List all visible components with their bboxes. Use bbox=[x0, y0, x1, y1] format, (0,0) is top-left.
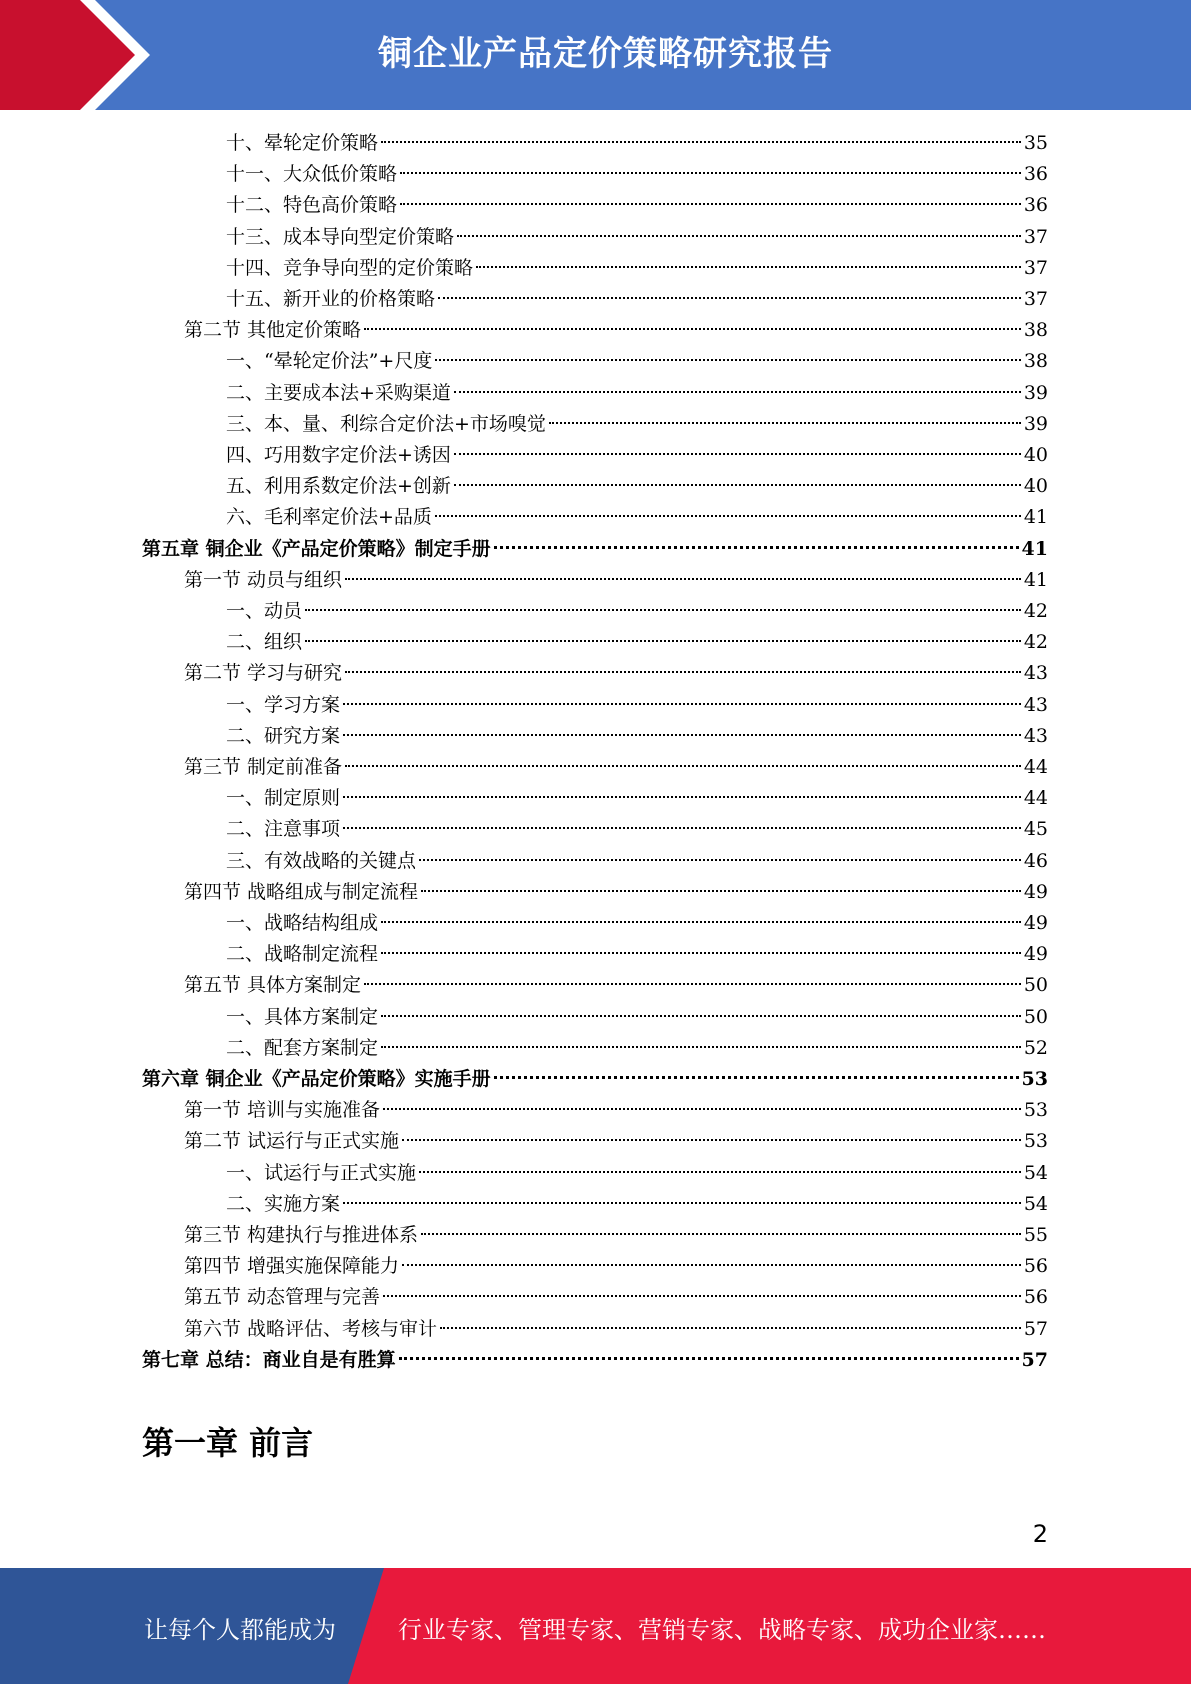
toc-subsection-entry[interactable] bbox=[226, 1158, 1048, 1188]
toc-dot-leader bbox=[402, 1139, 1021, 1141]
toc-dot-leader bbox=[364, 328, 1021, 330]
toc-section-entry[interactable] bbox=[184, 1220, 1048, 1250]
toc-entry-page: 37 bbox=[1023, 257, 1048, 279]
toc-entry-page: 44 bbox=[1023, 756, 1048, 778]
toc-subsection-entry[interactable] bbox=[226, 627, 1048, 657]
header-title: 铜企业产品定价策略研究报告 bbox=[378, 34, 833, 74]
toc-entry-title: 第一节 动员与组织 bbox=[184, 569, 343, 591]
toc-entry-title: 二、实施方案 bbox=[226, 1193, 341, 1215]
toc-entry-title: 第二节 学习与研究 bbox=[184, 662, 343, 684]
toc-dot-leader bbox=[494, 1076, 1019, 1079]
chapter-heading: 第一章 前言 bbox=[142, 1424, 314, 1462]
toc-dot-leader bbox=[400, 172, 1021, 174]
toc-entry-title: 二、注意事项 bbox=[226, 818, 341, 840]
toc-entry-title: 十一、大众低价策略 bbox=[226, 163, 398, 185]
toc-dot-leader bbox=[494, 546, 1019, 549]
toc-entry-title: 一、学习方案 bbox=[226, 694, 341, 716]
toc-entry-title: 第五章 铜企业《产品定价策略》制定手册 bbox=[142, 538, 491, 560]
toc-entry-title: 第五节 动态管理与完善 bbox=[184, 1286, 381, 1308]
toc-dot-leader bbox=[476, 266, 1021, 268]
toc-subsection-entry[interactable] bbox=[226, 190, 1048, 220]
toc-entry-page: 53 bbox=[1021, 1068, 1048, 1090]
toc-entry-page: 54 bbox=[1023, 1162, 1048, 1184]
toc-entry-page: 42 bbox=[1023, 631, 1048, 653]
toc-entry-title: 第四节 增强实施保障能力 bbox=[184, 1255, 400, 1277]
toc-chapter-entry[interactable] bbox=[142, 1064, 1048, 1094]
toc-entry-page: 44 bbox=[1023, 787, 1048, 809]
toc-subsection-entry[interactable] bbox=[226, 846, 1048, 876]
toc-section-entry[interactable] bbox=[184, 877, 1048, 907]
toc-dot-leader bbox=[381, 141, 1021, 143]
page-number: 2 bbox=[1032, 1520, 1048, 1548]
toc-dot-leader bbox=[343, 1202, 1021, 1204]
toc-entry-page: 55 bbox=[1023, 1224, 1048, 1246]
toc-dot-leader bbox=[343, 827, 1021, 829]
toc-dot-leader bbox=[381, 952, 1021, 954]
toc-entry-page: 49 bbox=[1023, 912, 1048, 934]
toc-entry-page: 53 bbox=[1023, 1130, 1048, 1152]
toc-entry-page: 54 bbox=[1023, 1193, 1048, 1215]
toc-dot-leader bbox=[381, 1015, 1021, 1017]
toc-entry-page: 41 bbox=[1021, 538, 1048, 560]
toc-subsection-entry[interactable] bbox=[226, 721, 1048, 751]
toc-subsection-entry[interactable] bbox=[226, 1189, 1048, 1219]
toc-dot-leader bbox=[438, 297, 1021, 299]
toc-entry-title: 十、晕轮定价策略 bbox=[226, 132, 379, 154]
toc-entry-page: 39 bbox=[1023, 382, 1048, 404]
toc-entry-title: 第七章 总结：商业自是有胜算 bbox=[142, 1349, 396, 1371]
toc-entry-page: 46 bbox=[1023, 850, 1048, 872]
toc-entry-title: 一、具体方案制定 bbox=[226, 1006, 379, 1028]
toc-entry-page: 50 bbox=[1023, 974, 1048, 996]
toc-entry-page: 42 bbox=[1023, 600, 1048, 622]
toc-subsection-entry[interactable] bbox=[226, 502, 1048, 532]
toc-entry-title: 十四、竞争导向型的定价策略 bbox=[226, 257, 474, 279]
toc-subsection-entry[interactable] bbox=[226, 596, 1048, 626]
toc-dot-leader bbox=[454, 484, 1021, 486]
toc-section-entry[interactable] bbox=[184, 315, 1048, 345]
toc-chapter-entry[interactable] bbox=[142, 1345, 1048, 1375]
toc-entry-title: 三、本、量、利综合定价法+市场嗅觉 bbox=[226, 413, 546, 435]
toc-entry-title: 一、动员 bbox=[226, 600, 303, 622]
toc-entry-title: 第五节 具体方案制定 bbox=[184, 974, 362, 996]
toc-chapter-entry[interactable] bbox=[142, 534, 1048, 564]
toc-dot-leader bbox=[421, 1233, 1021, 1235]
toc-entry-page: 56 bbox=[1023, 1286, 1048, 1308]
toc-entry-page: 43 bbox=[1023, 662, 1048, 684]
toc-section-entry[interactable] bbox=[184, 1251, 1048, 1281]
toc-entry-title: 十五、新开业的价格策略 bbox=[226, 288, 436, 310]
toc-dot-leader bbox=[419, 1171, 1021, 1173]
toc-entry-page: 57 bbox=[1021, 1349, 1048, 1371]
toc-dot-leader bbox=[305, 640, 1021, 642]
toc-section-entry[interactable] bbox=[184, 1126, 1048, 1156]
toc-entry-page: 38 bbox=[1023, 319, 1048, 341]
toc-entry-page: 38 bbox=[1023, 350, 1048, 372]
toc-section-entry[interactable] bbox=[184, 1095, 1048, 1125]
toc-section-entry[interactable] bbox=[184, 1282, 1048, 1312]
toc-entry-page: 49 bbox=[1023, 943, 1048, 965]
toc-dot-leader bbox=[454, 453, 1021, 455]
toc-section-entry[interactable] bbox=[184, 565, 1048, 595]
toc-subsection-entry[interactable] bbox=[226, 253, 1048, 283]
toc-section-entry[interactable] bbox=[184, 970, 1048, 1000]
toc-subsection-entry[interactable] bbox=[226, 378, 1048, 408]
toc-dot-leader bbox=[343, 796, 1021, 798]
toc-entry-title: 第四节 战略组成与制定流程 bbox=[184, 881, 419, 903]
toc-entry-page: 40 bbox=[1023, 475, 1048, 497]
toc-entry-page: 45 bbox=[1023, 818, 1048, 840]
page-header bbox=[0, 0, 1191, 110]
toc-dot-leader bbox=[440, 1327, 1021, 1329]
toc-entry-page: 36 bbox=[1023, 194, 1048, 216]
toc-entry-page: 39 bbox=[1023, 413, 1048, 435]
toc-entry-page: 36 bbox=[1023, 163, 1048, 185]
toc-dot-leader bbox=[345, 578, 1021, 580]
toc-dot-leader bbox=[364, 983, 1021, 985]
toc-entry-page: 43 bbox=[1023, 725, 1048, 747]
toc-dot-leader bbox=[400, 203, 1021, 205]
toc-entry-page: 57 bbox=[1023, 1318, 1048, 1340]
toc-dot-leader bbox=[383, 1108, 1021, 1110]
toc-dot-leader bbox=[399, 1357, 1019, 1360]
toc-entry-title: 第三节 制定前准备 bbox=[184, 756, 343, 778]
footer-expert-list: 行业专家、管理专家、营销专家、战略专家、成功企业家…… bbox=[398, 1616, 1046, 1644]
toc-subsection-entry[interactable] bbox=[226, 440, 1048, 470]
toc-subsection-entry[interactable] bbox=[226, 783, 1048, 813]
toc-dot-leader bbox=[343, 703, 1021, 705]
toc-entry-page: 41 bbox=[1023, 569, 1048, 591]
toc-dot-leader bbox=[381, 1046, 1021, 1048]
toc-entry-page: 37 bbox=[1023, 288, 1048, 310]
toc-entry-page: 35 bbox=[1023, 132, 1048, 154]
toc-entry-title: 第二节 试运行与正式实施 bbox=[184, 1130, 400, 1152]
toc-subsection-entry[interactable] bbox=[226, 814, 1048, 844]
toc-subsection-entry[interactable] bbox=[226, 1033, 1048, 1063]
toc-dot-leader bbox=[345, 671, 1021, 673]
toc-section-entry[interactable] bbox=[184, 1314, 1048, 1344]
toc-dot-leader bbox=[345, 765, 1021, 767]
toc-entry-title: 十二、特色高价策略 bbox=[226, 194, 398, 216]
toc-dot-leader bbox=[419, 859, 1021, 861]
toc-entry-title: 二、研究方案 bbox=[226, 725, 341, 747]
toc-section-entry[interactable] bbox=[184, 658, 1048, 688]
toc-section-entry[interactable] bbox=[184, 752, 1048, 782]
toc-subsection-entry[interactable] bbox=[226, 159, 1048, 189]
toc-entry-page: 49 bbox=[1023, 881, 1048, 903]
toc-entry-title: 二、主要成本法+采购渠道 bbox=[226, 382, 451, 404]
toc-subsection-entry[interactable] bbox=[226, 128, 1048, 158]
toc-entry-title: 第一节 培训与实施准备 bbox=[184, 1099, 381, 1121]
toc-subsection-entry[interactable] bbox=[226, 284, 1048, 314]
toc-subsection-entry[interactable] bbox=[226, 690, 1048, 720]
toc-dot-leader bbox=[421, 890, 1021, 892]
toc-subsection-entry[interactable] bbox=[226, 1002, 1048, 1032]
toc-entry-title: 第六节 战略评估、考核与审计 bbox=[184, 1318, 438, 1340]
page-footer bbox=[0, 1568, 1191, 1684]
toc-entry-title: 六、毛利率定价法+品质 bbox=[226, 506, 432, 528]
toc-dot-leader bbox=[343, 734, 1021, 736]
toc-dot-leader bbox=[454, 391, 1021, 393]
toc-entry-title: 一、制定原则 bbox=[226, 787, 341, 809]
toc-dot-leader bbox=[457, 235, 1021, 237]
toc-entry-title: 二、组织 bbox=[226, 631, 303, 653]
toc-entry-title: 第六章 铜企业《产品定价策略》实施手册 bbox=[142, 1068, 491, 1090]
toc-entry-page: 56 bbox=[1023, 1255, 1048, 1277]
toc-subsection-entry[interactable] bbox=[226, 409, 1048, 439]
toc-dot-leader bbox=[435, 359, 1020, 361]
toc-entry-title: 二、配套方案制定 bbox=[226, 1037, 379, 1059]
toc-entry-page: 37 bbox=[1023, 226, 1048, 248]
toc-dot-leader bbox=[549, 422, 1021, 424]
toc-entry-title: 一、战略结构组成 bbox=[226, 912, 379, 934]
toc-entry-title: 四、巧用数字定价法+诱因 bbox=[226, 444, 451, 466]
toc-entry-title: 一、“晕轮定价法”+尺度 bbox=[226, 350, 433, 372]
toc-entry-page: 53 bbox=[1023, 1099, 1048, 1121]
toc-entry-page: 50 bbox=[1023, 1006, 1048, 1028]
toc-entry-title: 五、利用系数定价法+创新 bbox=[226, 475, 451, 497]
toc-subsection-entry[interactable] bbox=[226, 471, 1048, 501]
toc-dot-leader bbox=[305, 609, 1021, 611]
toc-dot-leader bbox=[402, 1264, 1021, 1266]
toc-subsection-entry[interactable] bbox=[226, 908, 1048, 938]
toc-entry-title: 一、试运行与正式实施 bbox=[226, 1162, 417, 1184]
toc-subsection-entry[interactable] bbox=[226, 939, 1048, 969]
toc-subsection-entry[interactable] bbox=[226, 222, 1048, 252]
toc-entry-page: 43 bbox=[1023, 694, 1048, 716]
toc-dot-leader bbox=[381, 921, 1021, 923]
toc-entry-page: 40 bbox=[1023, 444, 1048, 466]
toc-entry-title: 第二节 其他定价策略 bbox=[184, 319, 362, 341]
toc-entry-title: 第三节 构建执行与推进体系 bbox=[184, 1224, 419, 1246]
toc-entry-title: 三、有效战略的关键点 bbox=[226, 850, 417, 872]
toc-entry-title: 十三、成本导向型定价策略 bbox=[226, 226, 455, 248]
toc-entry-title: 二、战略制定流程 bbox=[226, 943, 379, 965]
toc-entry-page: 41 bbox=[1023, 506, 1048, 528]
toc-dot-leader bbox=[383, 1295, 1021, 1297]
footer-slogan: 让每个人都能成为 bbox=[144, 1616, 336, 1644]
toc-entry-page: 52 bbox=[1023, 1037, 1048, 1059]
toc-dot-leader bbox=[435, 515, 1021, 517]
toc-subsection-entry[interactable] bbox=[226, 346, 1048, 376]
